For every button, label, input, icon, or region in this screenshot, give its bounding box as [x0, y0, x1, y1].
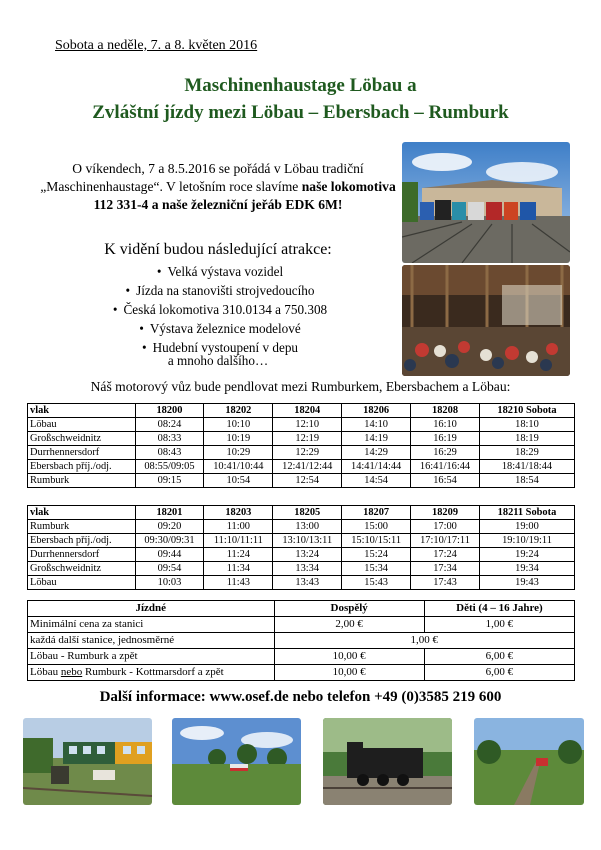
- column-header: 18206: [342, 404, 411, 418]
- intro-highlight: naše lokomotiva 112 331-4 a naše železniční jeřáb EDK 6M!: [93, 179, 396, 212]
- title-line-2: Zvláštní jízdy mezi Löbau – Ebersbach – Rumburk: [92, 102, 509, 123]
- photo-railcar-landscape: [172, 718, 301, 805]
- intro-text: O víkendech, 7 a 8.5.2016 se pořádá v Löbau tradiční „Maschinenhaustage“. V letošním roce slavíme: [40, 161, 364, 194]
- table-row: Durrhennersdorf 08:43 10:29 12:29 14:29 16:29 18:29: [28, 446, 575, 460]
- photo-locomotive-depot: [402, 142, 570, 263]
- timetable-rumburk-lobau: [27, 505, 575, 590]
- attractions-list: [90, 262, 350, 357]
- table-row: Löbau nebo Rumburk - Kottmarsdorf a zpět 10,00 € 6,00 €: [28, 665, 575, 681]
- contact-info: Další informace: www.osef.de nebo telefon +49 (0)3585 219 600: [99, 689, 502, 705]
- column-header: 18208: [411, 404, 480, 418]
- column-header: 18211 Sobota: [479, 506, 574, 520]
- bullet-icon: •: [141, 340, 147, 355]
- service-description: Náš motorový vůz bude pendlovat mezi Rumburkem, Ebersbachem a Löbau:: [90, 379, 511, 394]
- column-header: 18210 Sobota: [479, 404, 574, 418]
- table-row: Durrhennersdorf 09:44 11:24 13:24 15:24 17:24 19:24: [28, 548, 575, 562]
- list-item: • Výstava železnice modelové: [139, 321, 301, 336]
- column-header: Jízdné: [28, 601, 275, 617]
- table-row: Großschweidnitz 08:33 10:19 12:19 14:19 16:19 18:19: [28, 432, 575, 446]
- table-row: Minimální cena za stanici 2,00 € 1,00 €: [28, 617, 575, 633]
- list-item: • Jízda na stanovišti strojvedoucího: [125, 283, 315, 298]
- table-row: Ebersbach příj./odj. 08:55/09:05 10:41/10:44 12:41/12:44 14:41/14:44 16:41/16:44 18:41/18:44: [28, 460, 575, 474]
- photo-steam-locomotive: [323, 718, 452, 805]
- column-header: 18200: [135, 404, 204, 418]
- list-item: • Velká výstava vozidel: [156, 264, 284, 279]
- bullet-icon: •: [156, 264, 162, 279]
- table-row: Ebersbach příj./odj. 09:30/09:31 11:10/11:11 13:10/13:11 15:10/15:11 17:10/17:11 19:10/19:11: [28, 534, 575, 548]
- date-line: Sobota a neděle, 7. a 8. květen 2016: [55, 38, 258, 53]
- table-row: Großschweidnitz 09:54 11:34 13:34 15:34 17:34 19:34: [28, 562, 575, 576]
- bullet-icon: •: [139, 321, 144, 336]
- column-header: 18207: [342, 506, 411, 520]
- column-header: vlak: [28, 506, 136, 520]
- underlined-word: nebo: [60, 666, 83, 678]
- table-header-row: [28, 404, 575, 418]
- column-header: 18203: [204, 506, 273, 520]
- column-header: 18205: [273, 506, 342, 520]
- table-row: každá další stanice, jednosměrné 1,00 €: [28, 633, 575, 649]
- timetable-lobau-rumburk: [27, 403, 575, 488]
- route-with-underline: Löbau nebo Rumburk - Kottmarsdorf a zpět: [28, 665, 275, 681]
- column-header: 18204: [273, 404, 342, 418]
- list-item: • Česká lokomotiva 310.0134 a 750.308: [112, 302, 328, 317]
- bullet-icon: •: [125, 283, 131, 298]
- table-row: Rumburk 09:15 10:54 12:54 14:54 16:54 18:54: [28, 474, 575, 488]
- table-row: Löbau 10:03 11:43 13:43 15:43 17:43 19:43: [28, 576, 575, 590]
- intro-paragraph: [34, 160, 402, 214]
- bullet-icon: •: [112, 302, 118, 317]
- photo-vintage-railcar: [23, 718, 152, 805]
- column-header: 18202: [204, 404, 273, 418]
- fare-table: [27, 600, 575, 681]
- list-item: • Hudební vystoupení v depu: [141, 340, 299, 355]
- table-header-row: [28, 506, 575, 520]
- table-row: Rumburk 09:20 11:00 13:00 15:00 17:00 19:00: [28, 520, 575, 534]
- title-line-1: Maschinenhaustage Löbau a: [184, 75, 417, 96]
- attractions-heading: K vidění budou následující atrakce:: [104, 241, 332, 258]
- attractions-tail: a mnoho dalšího…: [167, 353, 269, 368]
- column-header: vlak: [28, 404, 136, 418]
- table-row: Löbau 08:24 10:10 12:10 14:10 16:10 18:10: [28, 418, 575, 432]
- table-header-row: [28, 601, 575, 617]
- column-header: 18209: [411, 506, 480, 520]
- table-row: Löbau - Rumburk a zpět 10,00 € 6,00 €: [28, 649, 575, 665]
- photo-train-on-track: [474, 718, 584, 805]
- column-header: 18201: [135, 506, 204, 520]
- column-header: Děti (4 – 16 Jahre): [424, 601, 574, 617]
- photo-depot-visitors: [402, 265, 570, 376]
- column-header: Dospělý: [274, 601, 424, 617]
